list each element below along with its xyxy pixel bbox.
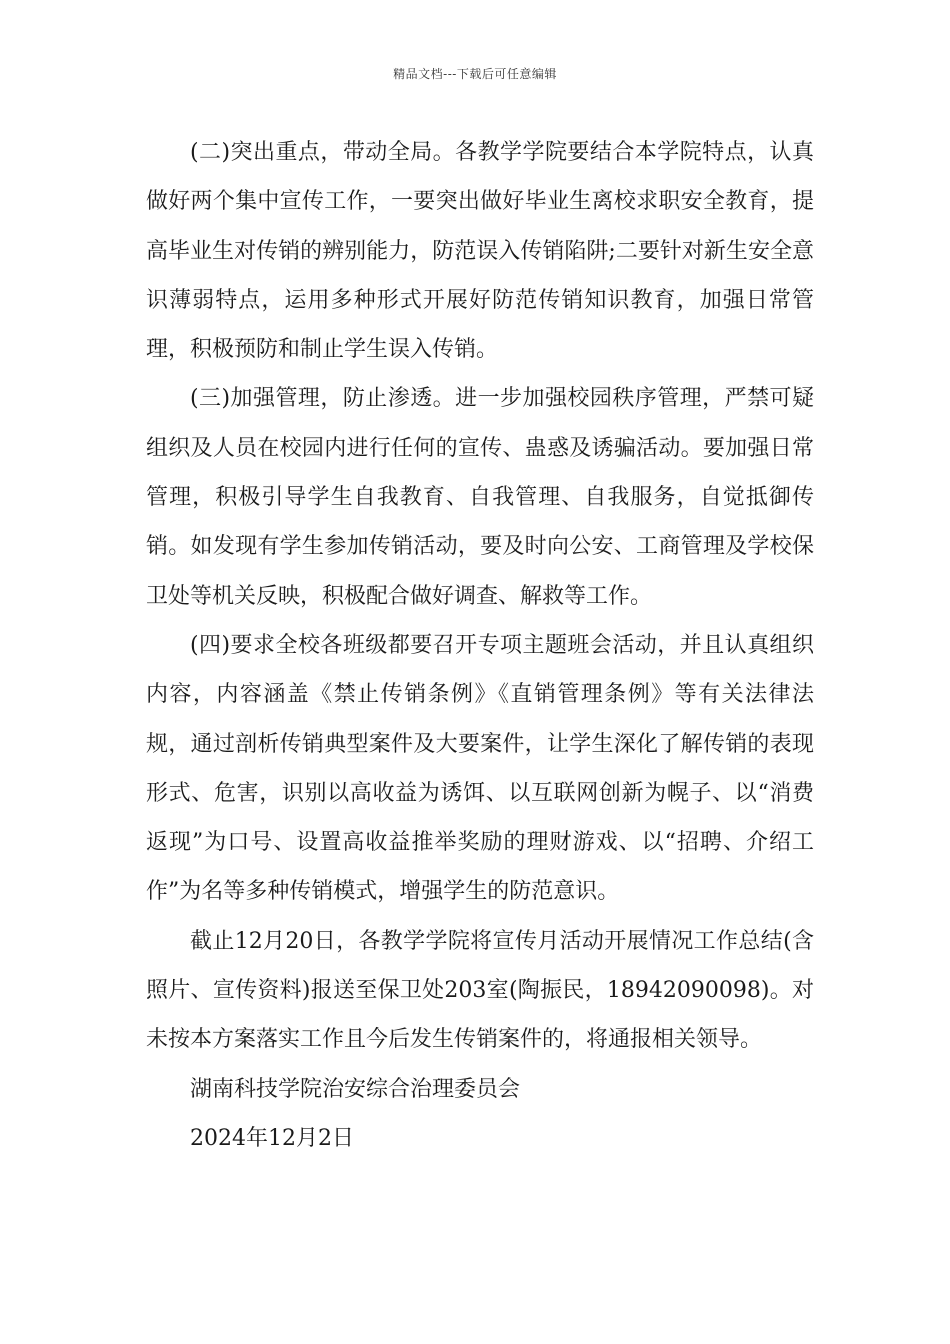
signature-organization: 湖南科技学院治安综合治理委员会 (190, 1076, 521, 1102)
signature-date: 2024年12月2日 (190, 1125, 354, 1151)
paragraph-section-3: (三)加强管理，防止渗透。进一步加强校园秩序管理，严禁可疑组织及人员在校园内进行任何的宣传、蛊惑及诱骗活动。要加强日常管理，积极引导学生自我教育、自我管理、自我服务，自觉抵御传销。如发现有学生参加传销活动，要及时向公安、工商管理及学校保卫处等机关反映，积极配合做好调查、解救等工作。 (146, 386, 814, 609)
paragraph-deadline: 截止12月20日，各教学学院将宣传月活动开展情况工作总结(含照片、宣传资料)报送至保卫处203室(陶振民，18942090098)。对未按本方案落实工作且今后发生传销案件的，将通报相关领导。 (146, 928, 814, 1053)
paragraph-section-2: (二)突出重点，带动全局。各教学学院要结合本学院特点，认真做好两个集中宣传工作，一要突出做好毕业生离校求职安全教育，提高毕业生对传销的辨别能力，防范误入传销陷阱;二要针对新生安全意识薄弱特点，运用多种形式开展好防范传销知识教育，加强日常管理，积极预防和制止学生误入传销。 (146, 140, 814, 363)
document-body (146, 128, 814, 1163)
page-header: 精品文档---下载后可任意编辑 (393, 67, 557, 81)
paragraph-section-4: (四)要求全校各班级都要召开专项主题班会活动，并且认真组织内容，内容涵盖《禁止传销条例》《直销管理条例》等有关法律法规，通过剖析传销典型案件及大要案件，让学生深化了解传销的表现形式、危害，识别以高收益为诱饵、以互联网创新为幌子、以“消费返现”为口号、设置高收益推举奖励的理财游戏、以“招聘、介绍工作”为名等多种传销模式，增强学生的防范意识。 (146, 632, 814, 905)
